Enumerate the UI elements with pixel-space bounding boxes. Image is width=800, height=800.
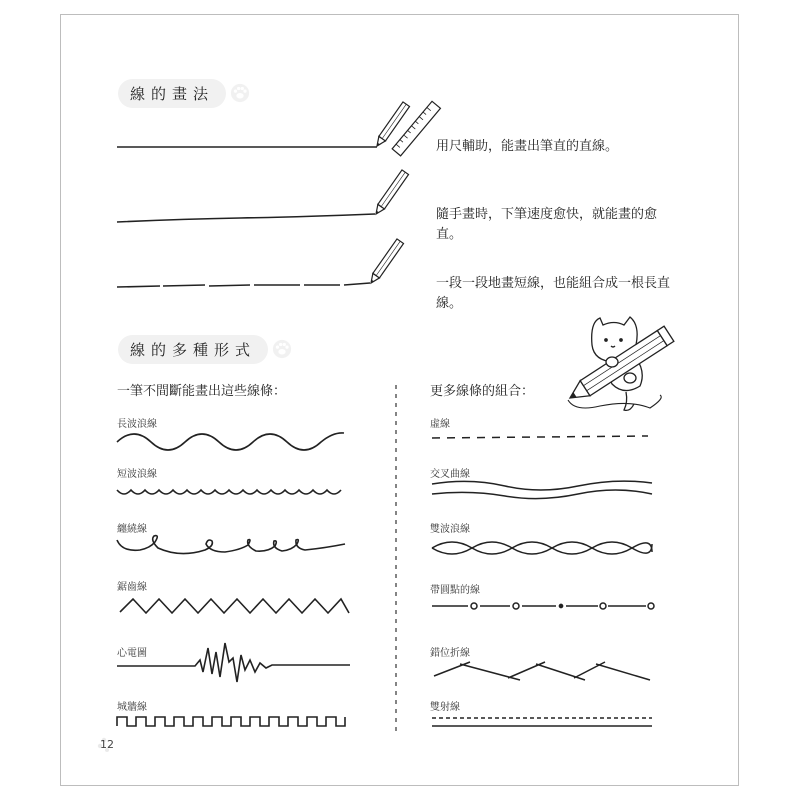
segmented-line [117, 283, 370, 287]
caption-ruler: 用尺輔助，能畫出筆直的直線。 [436, 139, 619, 154]
label-dashed: 虛線 [430, 419, 450, 430]
line-dot [600, 603, 606, 609]
long-wave-line [117, 433, 344, 450]
section-title-text: 線的多種形式 [118, 335, 268, 364]
label-double-ray: 雙射線 [430, 702, 460, 713]
offset-zigzag-line [434, 662, 650, 680]
line-dot [471, 603, 477, 609]
caption-freehand: 隨手畫時，下筆速度愈快，就能畫的愈直。 [436, 207, 658, 242]
short-wave-line [117, 490, 341, 494]
label-crossing-curve: 交叉曲線 [430, 469, 470, 480]
line-dot [559, 604, 562, 607]
zigzag-line [120, 599, 349, 613]
section-title-text: 線的畫法 [118, 79, 226, 108]
label-dotted-line: 帶圓點的線 [430, 585, 480, 596]
caption-segments: 一段一段地畫短線，也能組合成一根長直線。 [436, 276, 671, 311]
line-dot [648, 603, 654, 609]
label-long-wave: 長波浪線 [117, 419, 157, 430]
label-short-wave: 短波浪線 [117, 469, 157, 480]
left-column-heading: 一筆不間斷能畫出這些線條： [117, 384, 287, 399]
heartbeat-line [117, 643, 350, 682]
label-heartbeat: 心電圖 [117, 648, 147, 659]
label-offset-zigzag: 錯位折線 [430, 648, 470, 659]
pencil-icon [368, 239, 404, 285]
freehand-line [117, 214, 375, 222]
label-double-wave: 雙波浪線 [430, 524, 470, 535]
paw-icon [272, 339, 292, 359]
dashed-line [432, 436, 648, 438]
label-zigzag: 鋸齒線 [117, 582, 147, 593]
crossing-curve-line-a [432, 481, 652, 490]
page-number: 12 [100, 738, 114, 751]
section-title-line-types [118, 332, 292, 366]
battlement-line [117, 717, 345, 726]
label-looped: 纏繞線 [117, 524, 147, 535]
crossing-curve-line-b [432, 490, 652, 499]
looped-line [117, 536, 345, 554]
pencil-icon [373, 170, 409, 216]
line-dot [513, 603, 519, 609]
label-battlement: 城牆線 [117, 702, 147, 713]
right-column-heading: 更多線條的組合： [430, 384, 535, 399]
